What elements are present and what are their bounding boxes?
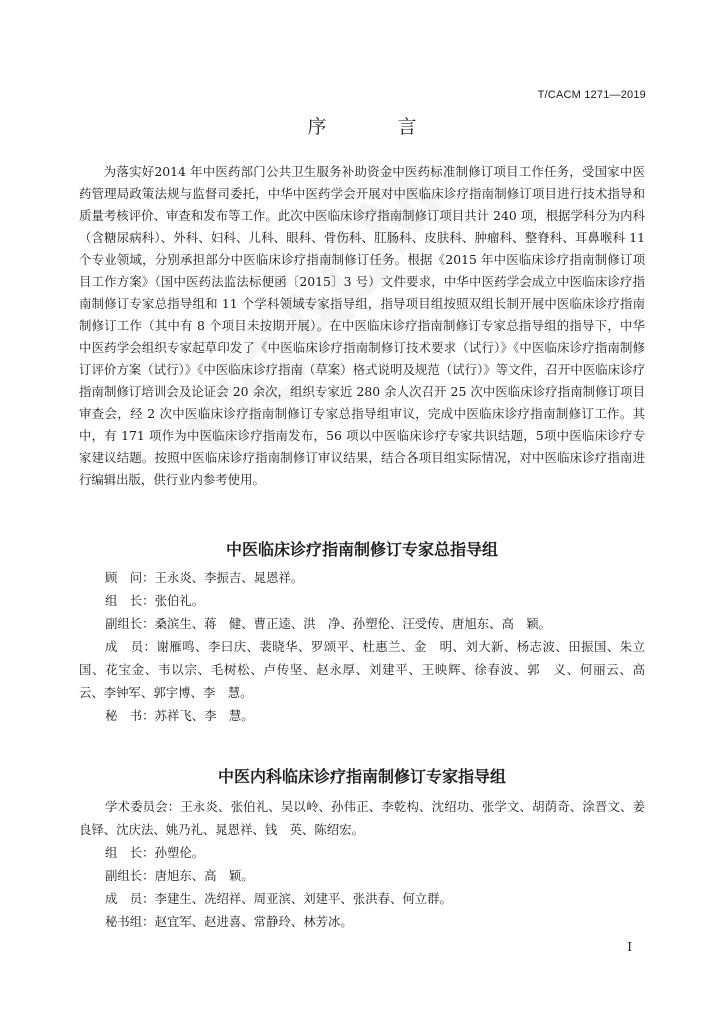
row-names: 孙塑伦。 (154, 845, 205, 860)
row-label: 成 员： (105, 639, 157, 654)
member-row-deputy-leader (79, 864, 645, 887)
row-label: 学术委员会： (105, 799, 181, 814)
row-label: 顾 问： (105, 570, 155, 585)
internal-medicine-group-members (79, 795, 645, 933)
member-row-advisor (79, 566, 645, 589)
general-group-members (79, 566, 658, 727)
row-label: 副组长： (105, 868, 155, 883)
preface-paragraph: 为落实好2014 年中医药部门公共卫生服务补助资金中医药标准制修订项目工作任务，受国家中医药管理局政策法规与监督司委托，中华中医药学会开展对中医临床诊疗指南制修订项目进行技术指导和质量考核评价、审查和发布等工作。此次中医临床诊疗指南制修订项目共计 240 项，根据学科分为内科（含糖尿病科）、外科、妇科、儿科、眼科、骨伤科、肛肠科、皮肤科、肿瘤科、整脊科、耳鼻喉科 11 个专业领域，分别承担部分中医临床诊疗指南制修订任务。根据《2015 年中医临床诊疗指南制修订项目工作方案》（国中医药法监法标便函〔2015〕3 号）文件要求，中华中医药学会成立中医临床诊疗指南制修订专家总指导组和 11 个学科领域专家指导组，指导项目组按照双组长制开展中医临床诊疗指南制修订工作（其中有 8 个项目未按期开展）。在中医临床诊疗指南制修订专家总指导组的指导下，中华中医药学会组织专家起草印发了《中医临床诊疗指南制修订技术要求（试行）》《中医临床诊疗指南制修订评价方案（试行）》《中医临床诊疗指南（草案）格式说明及规范（试行）》等文件，召开中医临床诊疗指南制修订培训会及论证会 20 余次，组织专家近 280 余人次召开 25 次中医临床诊疗指南制修订项目审查会，经 2 次中医临床诊疗指南制修订专家总指导组审议，完成中医临床诊疗指南制修订工作。其中，有 171 项作为中医临床诊疗指南发布，56 项以中医临床诊疗专家共识结题，5项中医临床诊疗专家建议结题。按照中医临床诊疗指南制修订审议结果，结合各项目组实际情况，对中医临床诊疗指南进行编辑出版，供行业内参考使用。 (79, 164, 645, 487)
member-row-leader (79, 841, 645, 864)
page-number: I (627, 940, 632, 954)
member-row-secretariat (79, 910, 645, 933)
row-label: 组 长： (105, 845, 155, 860)
page-title: 序 言 (307, 116, 443, 138)
row-names: 赵宜军、赵进喜、常静玲、林芳冰。 (154, 914, 353, 929)
member-row-secretary (79, 704, 645, 727)
standard-code: T/CACM 1271—2019 (537, 89, 646, 101)
row-names: 桑滨生、蒋 健、曹正逵、洪 净、孙塑伦、汪受传、唐旭东、高 颖。 (154, 616, 552, 631)
section-title-internal-medicine-group: 中医内科临床诊疗指南制修订专家指导组 (217, 767, 506, 786)
row-names: 李建生、冼绍祥、周亚滨、刘建平、张洪春、何立群。 (154, 891, 452, 906)
member-row-members (79, 635, 658, 704)
row-label: 秘 书： (105, 708, 155, 723)
member-row-academic-committee (79, 795, 645, 841)
row-names: 唐旭东、高 颖。 (154, 868, 254, 883)
row-label: 成 员： (105, 891, 155, 906)
row-names: 王永炎、李振吉、晁恩祥。 (154, 570, 304, 585)
member-row-deputy-leader (79, 612, 645, 635)
row-names: 张伯礼。 (154, 593, 205, 608)
row-names: 谢雁鸣、李曰庆、裴晓华、罗颂平、杜惠兰、金 明、刘大新、杨志波、田振国、朱立国、花宝金、韦以宗、毛树松、卢传坚、赵永厚、刘建平、王映辉、徐春波、郭 义、何丽云、高 云、李钟军、郭宇博、李 慧。 (79, 639, 658, 700)
row-names: 王永炎、张伯礼、吴以岭、孙伟正、李乾构、沈绍功、张学文、胡荫奇、涂晋文、姜良铎、沈庆法、姚乃礼、晁恩祥、钱 英、陈绍宏。 (79, 799, 646, 837)
row-names: 苏祥飞、李 慧。 (154, 708, 254, 723)
member-row-members (79, 887, 645, 910)
row-label: 副组长： (105, 616, 155, 631)
row-label: 秘书组： (105, 914, 155, 929)
section-title-general-group: 中医临床诊疗指南制修订专家总指导组 (225, 540, 498, 559)
member-row-leader (79, 589, 645, 612)
row-label: 组 长： (105, 593, 155, 608)
